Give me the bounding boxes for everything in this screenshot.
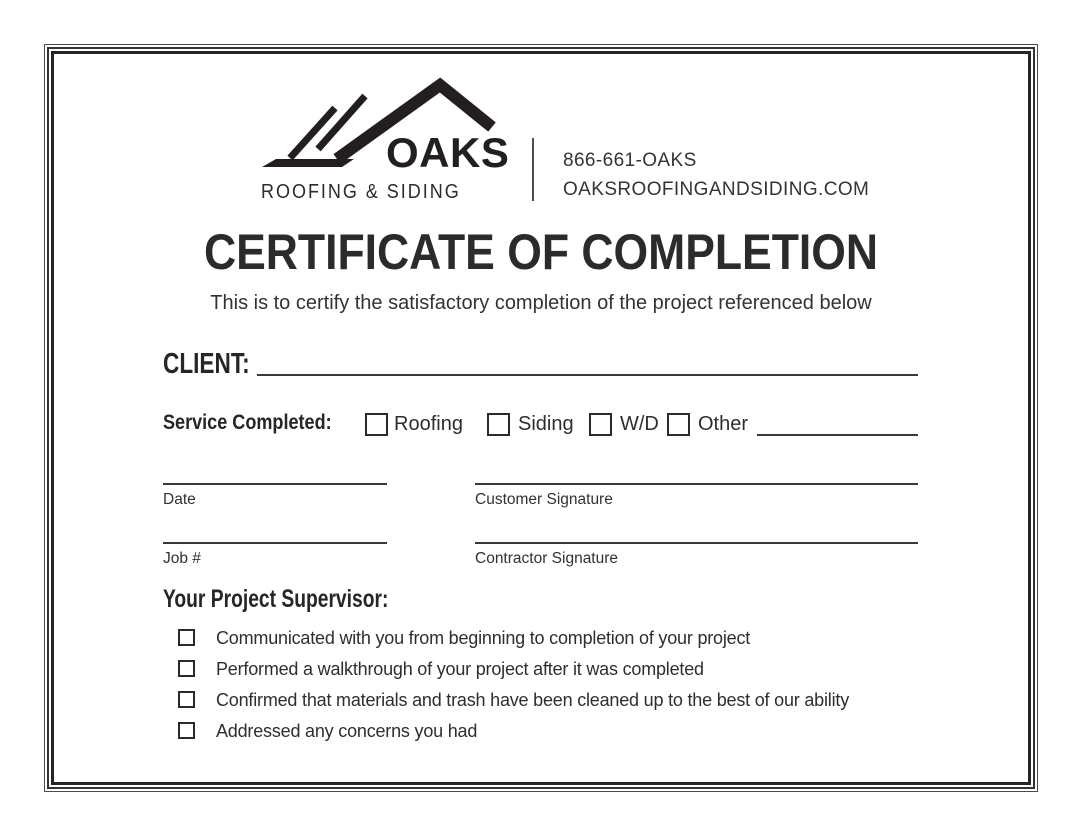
checklist-item-label: Performed a walkthrough of your project after it was completed (216, 658, 704, 679)
checklist-item (178, 722, 938, 739)
checkbox-walkthrough[interactable] (178, 660, 195, 677)
checklist-item-label: Communicated with you from beginning to completion of your project (216, 627, 751, 648)
certificate-title: CERTIFICATE OF COMPLETION (203, 224, 879, 280)
service-completed-label: Service Completed: (163, 411, 332, 434)
checklist-item (178, 629, 938, 646)
client-row (163, 350, 918, 380)
certificate-subtitle: This is to certify the satisfactory completion of the project referenced below (210, 292, 872, 314)
customer-signature-label: Customer Signature (475, 491, 613, 508)
client-input-line[interactable] (257, 374, 918, 376)
checklist-item-label: Addressed any concerns you had (216, 720, 478, 741)
job-number-field[interactable] (163, 542, 387, 568)
brand-phone: 866-661-OAKS (563, 150, 697, 171)
job-number-label: Job # (163, 550, 201, 567)
checkbox-roofing-label: Roofing (394, 413, 463, 435)
other-input-line[interactable] (757, 434, 918, 436)
checklist-item (178, 660, 938, 677)
checkbox-wd[interactable] (589, 413, 612, 436)
checkbox-roofing[interactable] (365, 413, 388, 436)
brand-tagline: ROOFING & SIDING (261, 181, 461, 203)
checkbox-other-label: Other (698, 413, 749, 435)
date-label: Date (163, 491, 196, 508)
logo-divider-line (532, 138, 534, 201)
signature-section (163, 483, 918, 568)
checklist-item-label: Confirmed that materials and trash have been cleaned up to the best of our ability (216, 689, 849, 710)
date-field[interactable] (163, 483, 387, 509)
checkbox-other[interactable] (667, 413, 690, 436)
checklist-item (178, 691, 938, 708)
checkbox-cleanup[interactable] (178, 691, 195, 708)
contractor-signature-field[interactable] (475, 542, 918, 568)
customer-signature-field[interactable] (475, 483, 918, 509)
checkbox-communicated[interactable] (178, 629, 195, 646)
checkbox-siding-label: Siding (518, 413, 574, 435)
brand-website: OAKSROOFINGANDSIDING.COM (563, 179, 870, 200)
brand-name: OAKS (386, 129, 510, 176)
project-supervisor-label: Your Project Supervisor: (163, 585, 389, 613)
contractor-signature-label: Contractor Signature (475, 550, 619, 567)
checkbox-concerns[interactable] (178, 722, 195, 739)
client-label: CLIENT: (163, 348, 250, 380)
checkbox-wd-label: W/D (620, 413, 659, 435)
service-completed-row (163, 409, 918, 437)
supervisor-checklist (178, 629, 938, 753)
checkbox-siding[interactable] (487, 413, 510, 436)
